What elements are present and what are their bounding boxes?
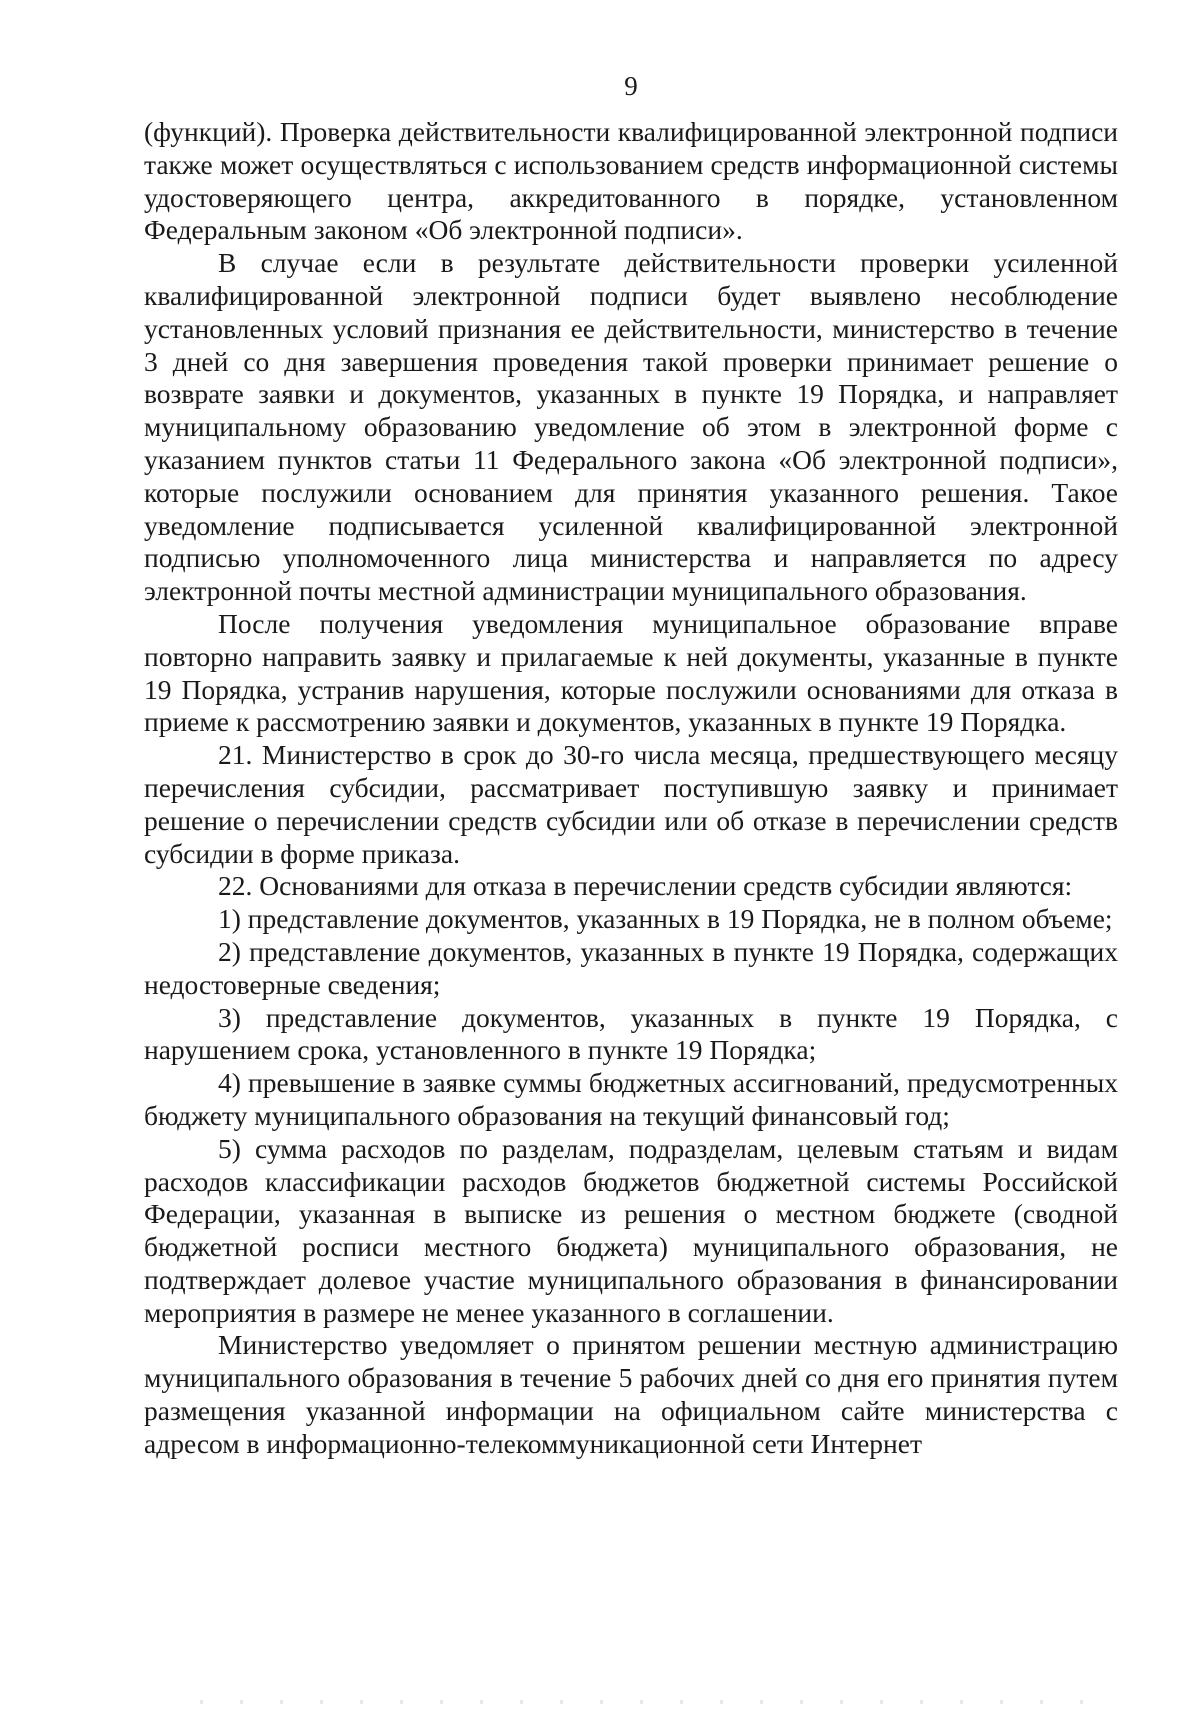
list-item-3: 3) представление документов, указанных в пункте 19 Порядка, с нарушением срока, установленного в пункте 19 Порядка; <box>144 1001 1118 1066</box>
list-item-4: 4) превышение в заявке суммы бюджетных ассигнований, предусмотренных бюджету муниципального образования на текущий финансовый год; <box>144 1067 1118 1131</box>
paragraph-resubmission: После получения уведомления муниципальное образование вправе повторно направить заявку и прилагаемые к ней документы, указанные в пункте 19 Порядка, устранив нарушения, которые послужили основаниями для отказа в приеме к рассмотрению заявки и документов, указанных в пункте 19 Порядка. <box>144 607 1118 738</box>
paragraph-item-22: 22. Основаниями для отказа в перечислении средств субсидии являются: <box>218 870 1073 902</box>
list-item-1: 1) представление документов, указанных в 19 Порядка, не в полном объеме; <box>218 903 1113 935</box>
paragraph-verification-failure: В случае если в результате действительности проверки усиленной квалифицированной электронной подписи будет выявлено несоблюдение установленных условий признания ее действительности, министерство в течение 3 дней со дня завершения проведения такой проверки принимает решение о возврате заявки и документов, указанных в пункте 19 Порядка, и направляет муниципальному образованию уведомление об этом в электронной форме с указанием пунктов статьи 11 Федерального закона «Об электронной подписи», которые послужили основанием для принятия указанного решения. Такое уведомление подписывается усиленной квалифицированной электронной подписью уполномоченного лица министерства и направляется по адресу электронной почты местной администрации муниципального образования. <box>144 247 1118 607</box>
paragraph-item-21: 21. Министерство в срок до 30-го числа месяца, предшествующего месяцу перечисления субсидии, рассматривает поступившую заявку и принимает решение о перечислении средств субсидии или об отказе в перечислении средств субсидии в форме приказа. <box>144 739 1118 869</box>
page-number: 9 <box>624 71 638 101</box>
paragraph-continuation: (функций). Проверка действительности квалифицированной электронной подписи также может осуществляться с использованием средств информационной системы удостоверяющего центра, аккредитованного в порядке, установленном Федеральным законом «Об электронной подписи». <box>144 116 1118 246</box>
paragraph-notification: Министерство уведомляет о принятом решении местную администрацию муниципального образования в течение 5 рабочих дней со дня его принятия путем размещения указанной информации на официальном сайте министерства с адресом в информационно-телекоммуникационной сети Интернет <box>144 1329 1118 1459</box>
list-item-2: 2) представление документов, указанных в пункте 19 Порядка, содержащих недостоверные сведения; <box>144 935 1118 1000</box>
document-body <box>144 116 1118 1461</box>
scan-artifact <box>200 1700 1100 1704</box>
list-item-5: 5) сумма расходов по разделам, подразделам, целевым статьям и видам расходов классификации расходов бюджетов бюджетной системы Российской Федерации, указанная в выписке из решения о местном бюджете (сводной бюджетной росписи местного бюджета) муниципального образования, не подтверждает долевое участие муниципального образования в финансировании мероприятия в размере не менее указанного в соглашении. <box>144 1132 1118 1328</box>
